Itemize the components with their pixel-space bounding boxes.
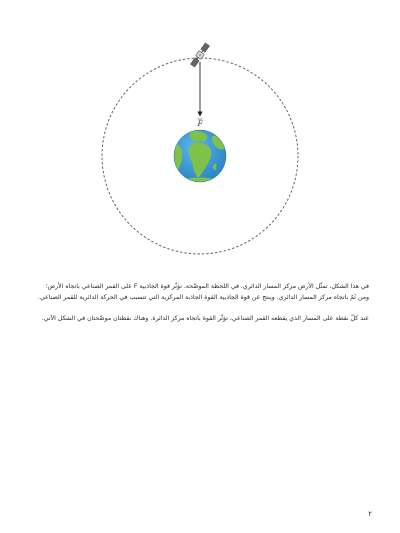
orbit-figure xyxy=(90,40,310,260)
paragraph-1: في هذا الشكل، تمثّل الأرض مركز المسار الدائري. في اللحظة الموضّحة، تؤثّر قوة الجاذبية F على القمر الصناعي باتجاه الأرض؛ ومن ثَمّ باتجاه مركز المسار الدائري. وينتج عن قوة الجاذبية القوة الجاذبة المركزية التي تتسبب في الحركة الدائرية للقمر الصناعي. xyxy=(37,283,369,301)
orbit-diagram xyxy=(90,40,310,260)
page-number: ٢ xyxy=(368,510,372,518)
paragraph-2: عند كلّ نقطة على المسار الذي يقطعه القمر الصناعي، تؤثّر القوة باتجاه مركز الدائرة. وهناك نقطتان موضّحتان في الشكل الآتي. xyxy=(41,315,369,322)
body-text xyxy=(33,281,369,334)
force-label: F xyxy=(197,120,203,128)
earth-icon xyxy=(174,130,226,184)
